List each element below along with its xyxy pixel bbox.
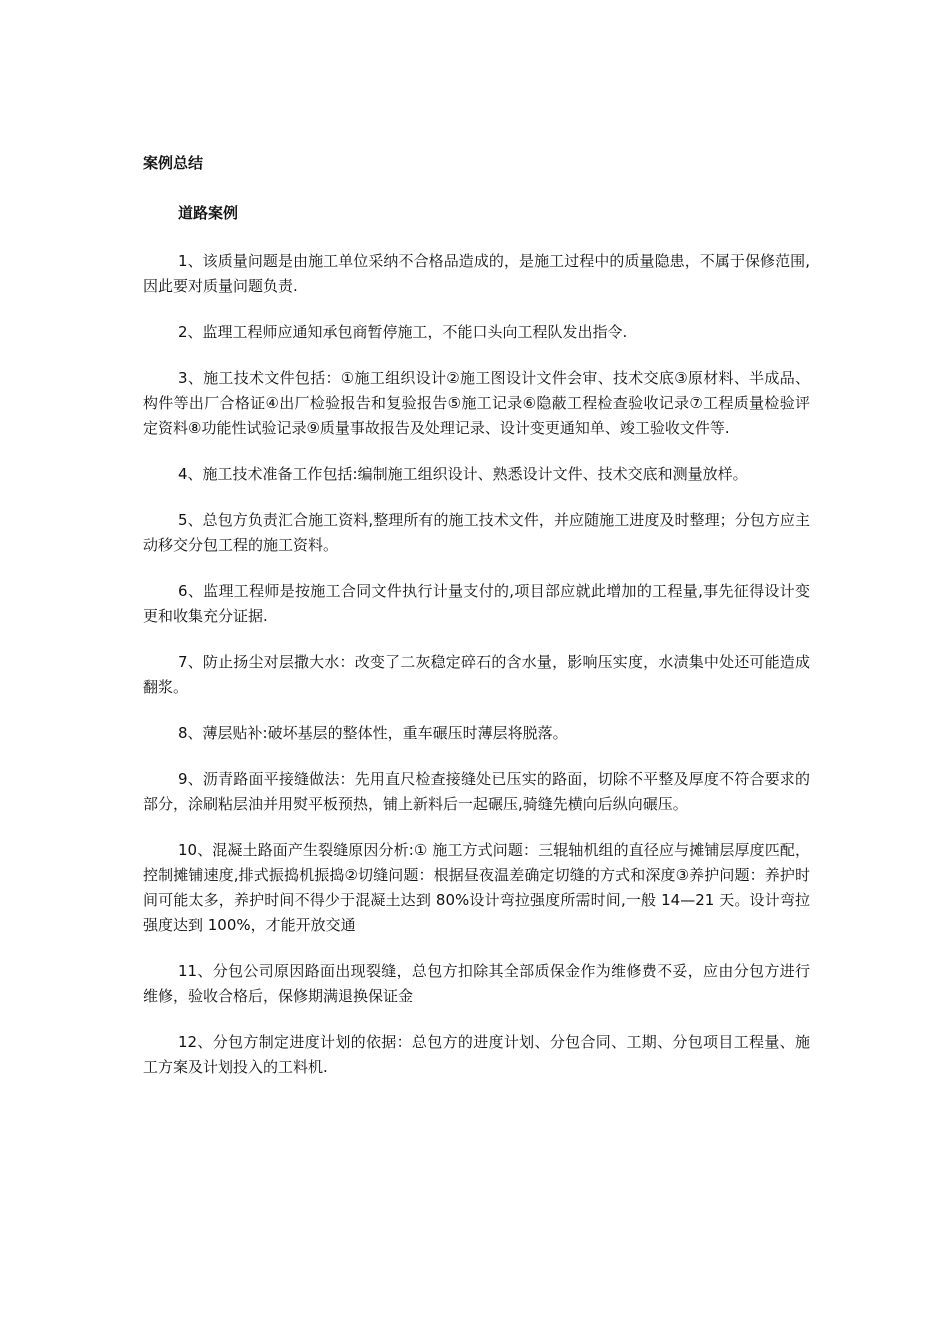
document-title: 案例总结 (143, 154, 204, 172)
case-list (143, 249, 810, 1101)
case-item-6: 6、监理工程师是按施工合同文件执行计量支付的,项目部应就此增加的工程量,事先征得设计变更和收集充分证据. (143, 582, 810, 625)
case-item-12: 12、分包方制定进度计划的依据：总包方的进度计划、分包合同、工期、分包项目工程量、施工方案及计划投入的工料机. (143, 1033, 810, 1076)
case-item-11: 11、分包公司原因路面出现裂缝，总包方扣除其全部质保金作为维修费不妥，应由分包方进行维修，验收合格后，保修期满退换保证金 (143, 962, 810, 1005)
case-item-1: 1、该质量问题是由施工单位采纳不合格品造成的，是施工过程中的质量隐患，不属于保修范围,因此要对质量问题负责. (143, 252, 810, 295)
case-item-10: 10、混凝土路面产生裂缝原因分析:① 施工方式问题：三辊轴机组的直径应与摊铺层厚度匹配，控制摊铺速度,排式振捣机振捣②切缝问题：根据昼夜温差确定切缝的方式和深度③养护问题：养护时间可能太多，养护时间不得少于混凝土达到 80%设计弯拉强度所需时间,一般 14—21 天。设计弯拉强度达到 100%，才能开放交通 (143, 841, 810, 934)
document-subtitle: 道路案例 (178, 204, 239, 222)
case-item-5: 5、总包方负责汇合施工资料,整理所有的施工技术文件，并应随施工进度及时整理；分包方应主动移交分包工程的施工资料。 (143, 511, 810, 554)
case-item-3: 3、施工技术文件包括：①施工组织设计②施工图设计文件会审、技术交底③原材料、半成品、构件等出厂合格证④出厂检验报告和复验报告⑤施工记录⑥隐蔽工程检查验收记录⑦工程质量检验评定资料⑧功能性试验记录⑨质量事故报告及处理记录、设计变更通知单、竣工验收文件等. (143, 369, 810, 437)
case-item-9: 9、沥青路面平接缝做法：先用直尺检查接缝处已压实的路面，切除不平整及厚度不符合要求的部分，涂刷粘层油并用熨平板预热，铺上新料后一起碾压,骑缝先横向后纵向碾压。 (143, 770, 810, 813)
case-item-8: 8、薄层贴补:破坏基层的整体性，重车碾压时薄层将脱落。 (178, 724, 568, 742)
case-item-7: 7、防止扬尘对层撒大水：改变了二灰稳定碎石的含水量，影响压实度，水渍集中处还可能造成翻浆。 (143, 653, 810, 696)
case-item-4: 4、施工技术准备工作包括:编制施工组织设计、熟悉设计文件、技术交底和测量放样。 (178, 465, 748, 483)
case-item-2: 2、监理工程师应通知承包商暂停施工，不能口头向工程队发出指令. (178, 323, 628, 341)
